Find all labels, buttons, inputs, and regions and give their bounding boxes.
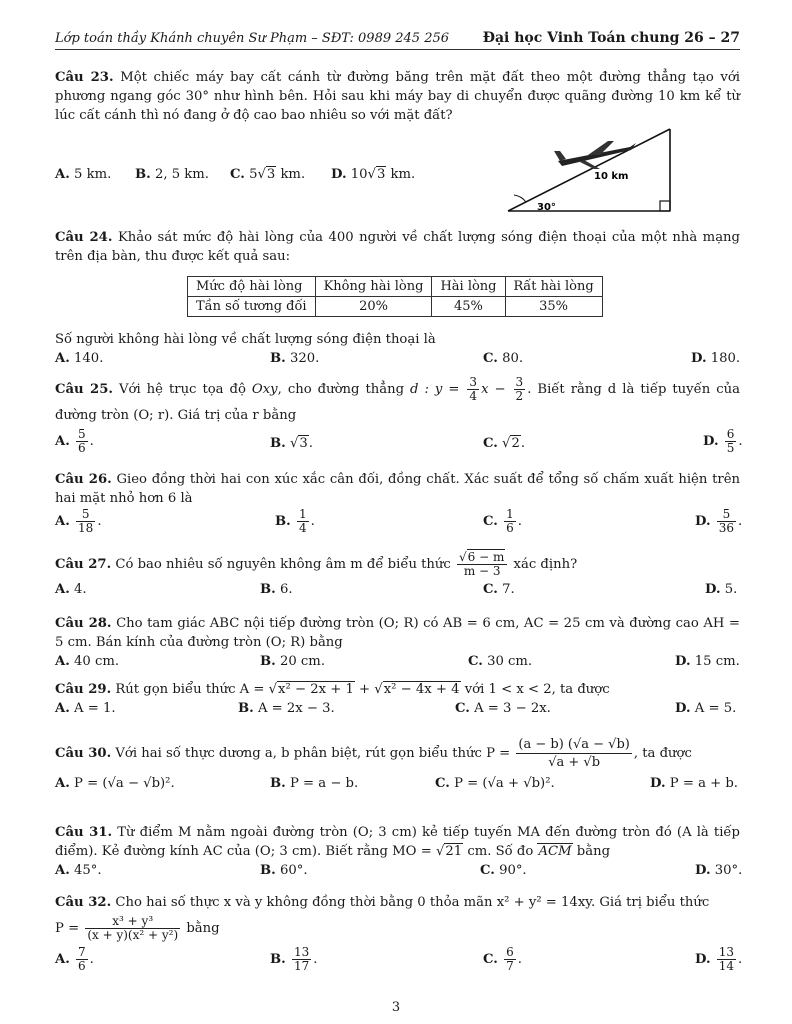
question-29: Câu 29. Rút gọn biểu thức A = √x² − 2x + 1 + √x² − 4x + 4 với 1 < x < 2, ta được A. A = 1. B. A = 2x − 3. C. A = 3 − 2x. D. A = 5. <box>55 682 737 716</box>
q29-option-c[interactable]: C. A = 3 − 2x. <box>455 701 551 716</box>
satisfaction-table: Mức độ hài lòng Không hài lòng Hài lòng Rất hài lòng Tần số tương đối 20% 45% 35% <box>187 276 603 317</box>
question-30: Câu 30. Với hai số thực dương a, b phân biệt, rút gọn biểu thức P = $\frac{(a - b) (√a - √b)}{√a + √b}$ , ta được A. P = (√a − √b)². B. P = a − b. C. P = (√a + √b)². D. P = a + b. <box>55 737 739 791</box>
q28-option-c[interactable]: C. 30 cm. <box>468 654 533 669</box>
q24-option-a[interactable]: A. 140. <box>55 351 104 366</box>
q30-option-a[interactable]: A. P = (√a − √b)². <box>55 776 175 791</box>
q31-option-c[interactable]: C. 90°. <box>480 863 527 878</box>
q25-option-a[interactable]: A. $\frac{5}{6}$ . <box>55 427 94 455</box>
header-left: Lớp toán thầy Khánh chuyên Sư Phạm – SĐT: 0989 245 256 <box>55 31 450 46</box>
q23-label: Câu 23. <box>55 70 114 85</box>
question-31: Câu 31. Từ điểm M nằm ngoài đường tròn (O; 3 cm) kẻ tiếp tuyến MA đến đường tròn đó (A là tiếp điểm). Kẻ đường kính AC của (O; 3 cm). Biết rằng MO = √21 cm. Số đo ACM bằng A. 45°. B. 60°. C. 90°. D. 30°. <box>55 825 743 878</box>
question-24: Câu 24. Khảo sát mức độ hài lòng của 400 người về chất lượng sóng điện thoại của một nhà mạng trên địa bàn, thu được kết quả sau: <box>55 230 740 264</box>
q28-option-b[interactable]: B. 20 cm. <box>260 654 326 669</box>
angle-label: 30° <box>537 202 556 213</box>
airplane-figure <box>500 125 680 217</box>
question-28: Câu 28. Cho tam giác ABC nội tiếp đường tròn (O; R) có AB = 6 cm, AC = 25 cm và đường cao AH = 5 cm. Bán kính của đường tròn (O; R) bằng A. 40 cm. B. 20 cm. C. 30 cm. D. 15 cm. <box>55 616 740 669</box>
q23-text: Một chiếc máy bay cất cánh từ đường băng trên mặt đất theo một đường thẳng tạo với phương ngang góc 30° như hình bên. Hỏi sau khi máy bay di chuyển được quãng đường 10 km kể từ lúc cất cánh thì nó đang ở độ cao bao nhiêu so với mặt đất? <box>55 70 740 123</box>
q32-option-d[interactable]: D. $\frac{13}{14}$ . <box>695 945 743 973</box>
q26-option-d[interactable]: D. $\frac{5}{36}$ . <box>695 507 743 535</box>
q25-option-c[interactable]: C. √2. <box>483 436 526 451</box>
question-23 <box>55 68 740 125</box>
q31-option-d[interactable]: D. 30°. <box>695 863 743 878</box>
q30-option-c[interactable]: C. P = (√a + √b)². <box>435 776 555 791</box>
q23-option-c[interactable]: C. 5√3 km. <box>230 167 306 182</box>
question-32: Câu 32. Cho hai số thực x và y không đồng thời bằng 0 thỏa mãn x² + y² = 14xy. Giá trị biểu thức P = $\frac{\text{x³ + y³}}{\text{(x + y)(x² + y²)}}$ bằng A. $\frac{7}{6}$ . B. $\frac{13}{17}$ . C. $\frac{6}{7}$ . D. $\frac{13}{14}$ . <box>55 895 743 973</box>
q32-option-b[interactable]: B. $\frac{13}{17}$ . <box>270 945 318 973</box>
q27-option-d[interactable]: D. 5. <box>705 582 738 597</box>
q29-option-a[interactable]: A. A = 1. <box>55 701 116 716</box>
q30-option-b[interactable]: B. P = a − b. <box>270 776 359 791</box>
q29-option-d[interactable]: D. A = 5. <box>675 701 737 716</box>
q24-option-c[interactable]: C. 80. <box>483 351 524 366</box>
q26-option-a[interactable]: A. $\frac{5}{18}$ . <box>55 507 102 535</box>
question-26: Câu 26. Gieo đồng thời hai con xúc xắc cân đối, đồng chất. Xác suất để tổng số chấm xuất hiện trên hai mặt nhỏ hơn 6 là A. $\frac{5}{18}$ . B. $\frac{1}{4}$ . C. $\frac{1}{6}$ . D. $\frac{5}{36}$ . <box>55 472 743 535</box>
q25-option-b[interactable]: B. √3. <box>270 436 313 451</box>
q24-option-d[interactable]: D. 180. <box>691 351 741 366</box>
page-number: 3 <box>391 1000 401 1015</box>
q24-after: Số người không hài lòng về chất lượng sóng điện thoại là A. 140. B. 320. C. 80. D. 180. <box>55 332 741 366</box>
q25-option-d[interactable]: D. $\frac{6}{5}$ . <box>703 427 743 455</box>
q26-option-b[interactable]: B. $\frac{1}{4}$ . <box>275 507 315 535</box>
q23-option-a[interactable]: A. 5 km. <box>55 167 112 182</box>
q23-option-d[interactable]: D. 10√3 km. <box>331 167 416 182</box>
airplane-icon <box>554 141 636 169</box>
q28-option-a[interactable]: A. 40 cm. <box>55 654 120 669</box>
distance-label: 10 km <box>594 171 629 182</box>
q29-option-b[interactable]: B. A = 2x − 3. <box>238 701 335 716</box>
q27-option-a[interactable]: A. 4. <box>55 582 87 597</box>
q27-option-c[interactable]: C. 7. <box>483 582 515 597</box>
header-right: Đại học Vinh Toán chung 26 – 27 <box>482 30 740 46</box>
q32-option-a[interactable]: A. $\frac{7}{6}$ . <box>55 945 94 973</box>
q24-option-b[interactable]: B. 320. <box>270 351 320 366</box>
q23-option-b[interactable]: B. 2, 5 km. <box>135 167 209 182</box>
page-header <box>55 22 740 50</box>
q26-option-c[interactable]: C. $\frac{1}{6}$ . <box>483 507 522 535</box>
q32-option-c[interactable]: C. $\frac{6}{7}$ . <box>483 945 522 973</box>
q23-options <box>55 165 416 187</box>
q30-option-d[interactable]: D. P = a + b. <box>650 776 739 791</box>
q27-option-b[interactable]: B. 6. <box>260 582 293 597</box>
q28-option-d[interactable]: D. 15 cm. <box>675 654 740 669</box>
q24-text: Khảo sát mức độ hài lòng của 400 người về chất lượng sóng điện thoại của một nhà mạng trên địa bàn, thu được kết quả sau: <box>55 230 740 264</box>
question-27: Câu 27. Có bao nhiêu số nguyên không âm m để biểu thức $\frac{√6 - m}{m - 3}$ xác định? A. 4. B. 6. C. 7. D. 5. <box>55 550 738 597</box>
question-25: Câu 25. Với hệ trục tọa độ Oxy, cho đường thẳng d : y = $\frac{3}{4}$ x − $\frac{3}{2}$ . Biết rằng d là tiếp tuyến của đường tròn (O; r). Giá trị của r bằng A. $\frac{5}{6}$ . B. √3. C. √2. D. $\frac{6}{5}$ . <box>55 375 743 455</box>
q31-option-a[interactable]: A. 45°. <box>55 863 102 878</box>
q31-option-b[interactable]: B. 60°. <box>260 863 308 878</box>
